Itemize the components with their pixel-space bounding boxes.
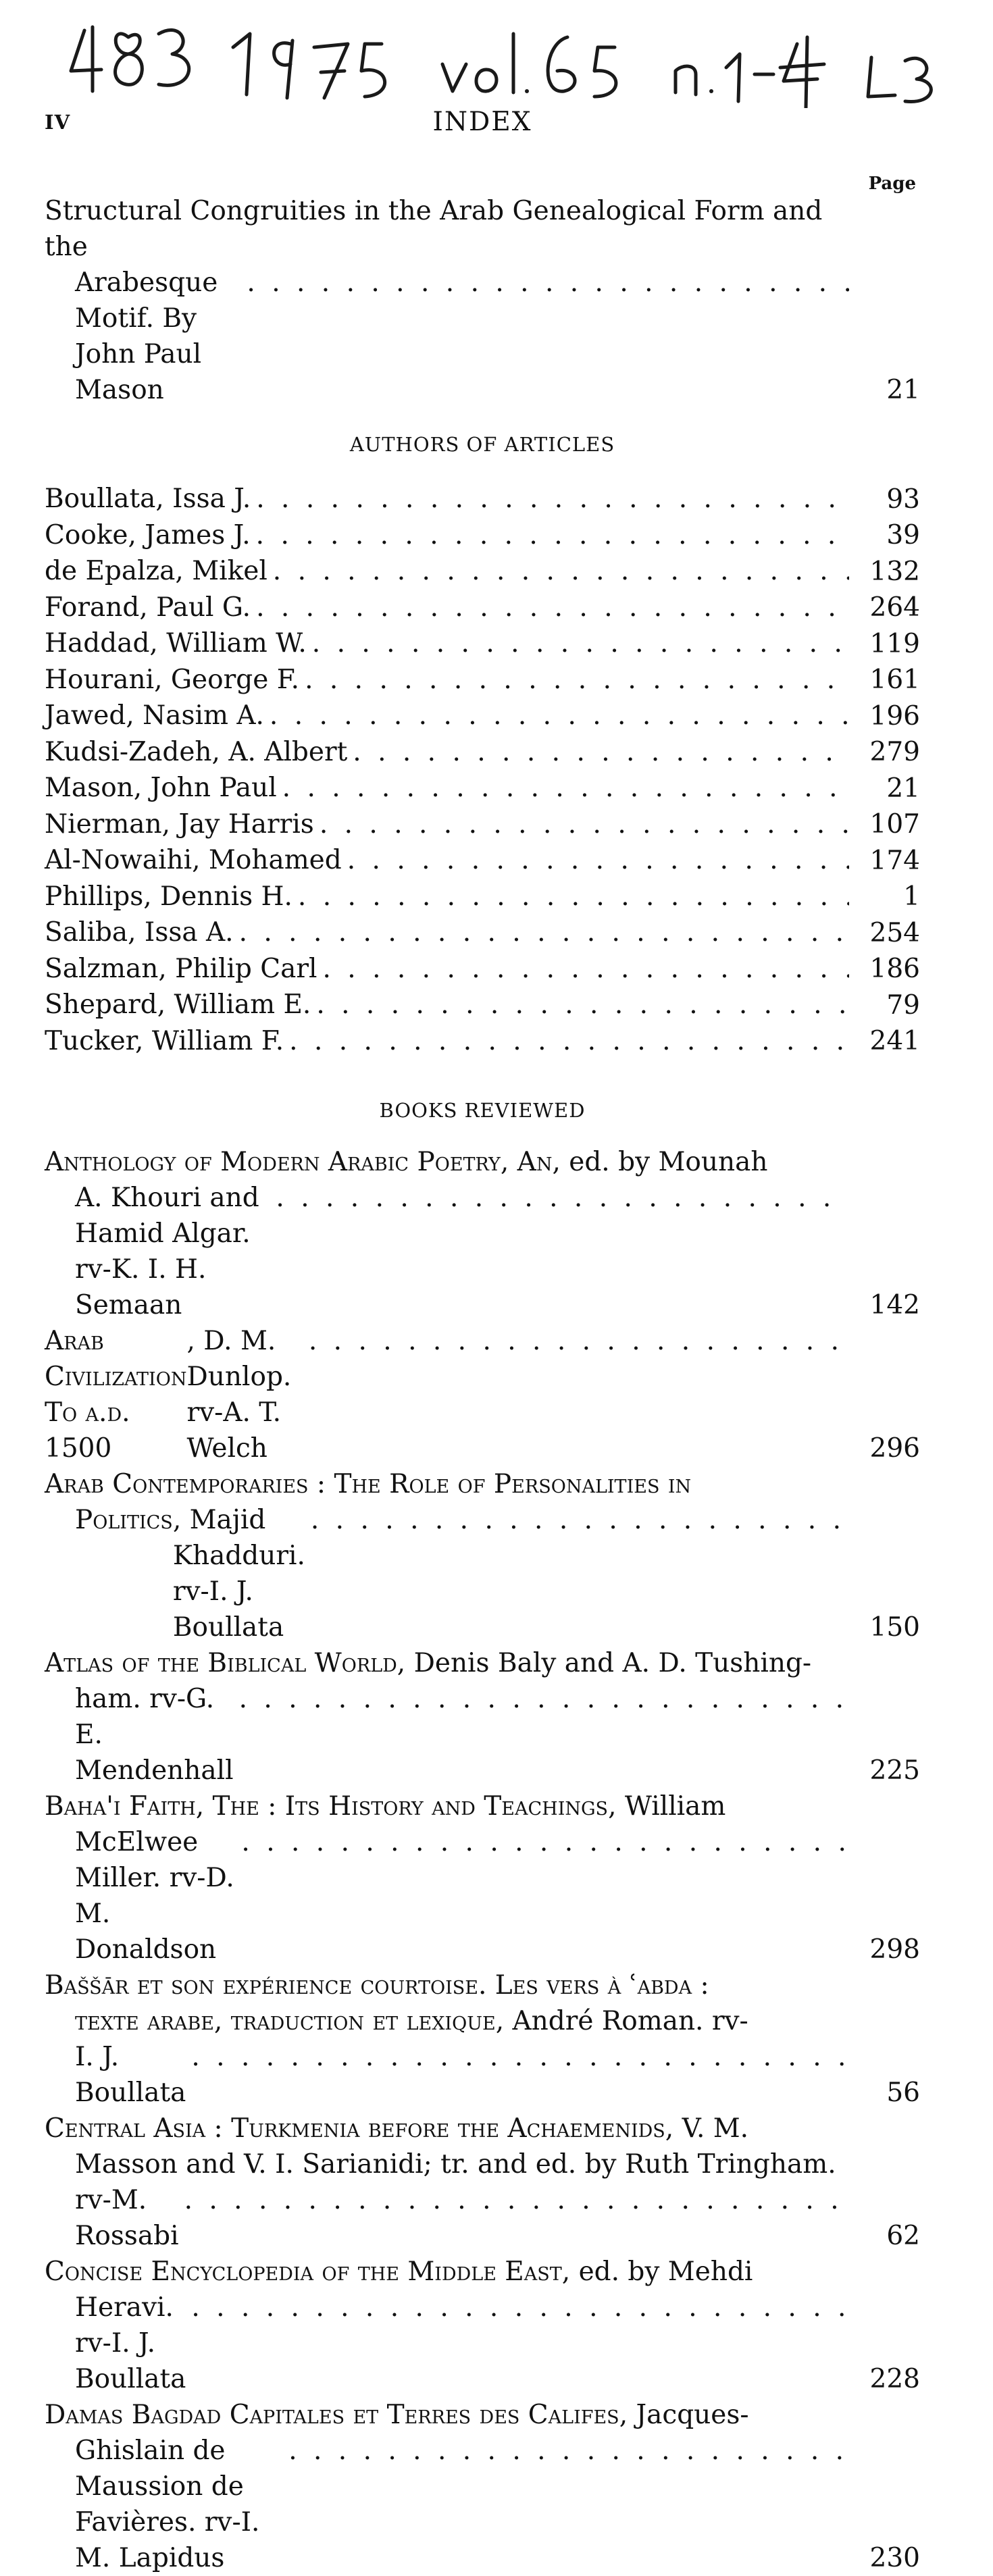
entry-line: [45, 2433, 856, 2576]
author-entry-body: [45, 951, 856, 987]
entry-text: , William: [608, 1791, 726, 1822]
dot-leader: [184, 2182, 849, 2218]
book-page-number: 142: [869, 1290, 920, 1320]
book-title: Politics: [75, 1505, 173, 1535]
entry-text: ham. rv-G. E. Mendenhall: [75, 1684, 234, 1786]
entry-text: , ed. by Mounah: [552, 1147, 768, 1177]
dot-leader: [309, 1323, 849, 1359]
book-page-number: 56: [886, 2078, 920, 2108]
book-title: Arab Contemporaries : The Role of Personalities in: [45, 1469, 692, 1499]
author-entry-body: [45, 662, 856, 698]
book-review-entry: [45, 2397, 920, 2576]
book-entry-body: [45, 2397, 856, 2576]
dot-leader: [347, 842, 849, 878]
author-page-number: 132: [869, 556, 920, 587]
dot-leader: [288, 2433, 849, 2469]
author-entry: [45, 879, 920, 915]
author-entry: [45, 951, 920, 987]
author-entry-body: [45, 806, 856, 842]
dot-leader: [282, 770, 849, 806]
author-page-number: 279: [869, 737, 920, 767]
dot-leader: [353, 734, 849, 770]
author-entry-body: [45, 987, 856, 1023]
dot-leader: [273, 553, 849, 589]
book-title: Anthology of Modern Arabic Poetry, An: [45, 1147, 553, 1177]
author-entry-body: [45, 842, 856, 878]
dot-leader: [256, 517, 849, 553]
author-entry-body: [45, 625, 856, 661]
entry-text: , Jacques-: [619, 2400, 749, 2430]
author-entry-body: [45, 698, 856, 733]
folio-number: IV: [45, 111, 71, 134]
dot-leader: [320, 806, 849, 842]
author-entry: [45, 987, 920, 1023]
author-page-number: 21: [886, 773, 920, 804]
author-name: Phillips, Dennis H.: [45, 881, 292, 912]
book-review-entry: [45, 1144, 920, 1323]
entry-text: A. Khouri and Hamid Algar. rv-K. I. H. Semaan: [75, 1183, 259, 1320]
entry-text: I. J. Boullata: [75, 2042, 186, 2108]
book-entry-body: [45, 2111, 856, 2254]
authors-heading: AUTHORS OF ARTICLES: [349, 433, 615, 456]
dot-leader: [191, 2039, 849, 2075]
author-page-number: 107: [869, 809, 920, 840]
book-entry-body: [45, 1466, 856, 1645]
page-title: INDEX: [432, 107, 532, 137]
continued-article-entry: [45, 193, 920, 408]
entry-line: Arabesque Motif. By John Paul Mason: [75, 267, 218, 405]
book-title: Baššār et son expérience courtoise. Les vers à ʿabda :: [45, 1970, 709, 2001]
books-list: [45, 1144, 920, 2576]
book-review-entry: [45, 2111, 920, 2254]
author-name: Cooke, James J.: [45, 519, 251, 550]
book-page-number: 298: [869, 1934, 920, 1965]
entry-line: [45, 2182, 856, 2254]
author-name: Mason, John Paul: [45, 773, 277, 803]
dot-leader: [276, 1180, 849, 1216]
author-page-number: 119: [869, 628, 920, 659]
author-name: Jawed, Nasim A.: [45, 700, 264, 731]
author-page-number: 39: [886, 520, 920, 550]
author-name: Nierman, Jay Harris: [45, 808, 314, 840]
entry-line: [45, 1967, 856, 2003]
author-entry-body: [45, 1023, 856, 1059]
author-name: de Epalza, Mikel: [45, 556, 268, 586]
dot-leader: [239, 1681, 849, 1717]
index-content: [45, 170, 920, 2576]
author-name: Al-Nowaihi, Mohamed: [45, 845, 342, 875]
author-page-number: 186: [869, 954, 920, 984]
dot-leader: [241, 1824, 849, 1860]
entry-text: , ed. by Mehdi: [561, 2257, 753, 2287]
entry-line: [45, 2397, 856, 2433]
book-review-entry: [45, 1466, 920, 1645]
book-page-number: 62: [886, 2221, 920, 2251]
entry-line: [45, 1502, 856, 1645]
book-entry-body: [45, 1144, 856, 1323]
entry-text: , Denis Baly and A. D. Tushing-: [397, 1648, 812, 1678]
dot-leader: [316, 987, 849, 1023]
entry-text: rv-M. Rossabi: [75, 2185, 179, 2251]
author-name: Tucker, William F.: [45, 1025, 284, 1056]
author-entry: [45, 915, 920, 951]
book-page-number: 150: [869, 1612, 920, 1643]
author-entry: [45, 517, 920, 554]
author-page-number: 264: [869, 592, 920, 623]
entry-line: [45, 1788, 856, 1824]
entry-text: , Majid Khadduri. rv-I. J. Boullata: [172, 1505, 305, 1643]
entry-line: Masson and V. I. Sarianidi; tr. and ed. by Ruth Tringham.: [75, 2149, 836, 2180]
dot-leader: [270, 698, 849, 733]
book-page-number: 225: [869, 1755, 920, 1786]
author-entry: [45, 590, 920, 626]
book-review-entry: [45, 1645, 920, 1788]
dot-leader: [289, 1023, 849, 1059]
book-review-entry: [45, 1788, 920, 1967]
author-page-number: 241: [869, 1026, 920, 1056]
author-entry-body: [45, 770, 856, 806]
author-entry: [45, 770, 920, 806]
entry-line: [45, 1645, 856, 1681]
book-page-number: 230: [869, 2543, 920, 2573]
dot-leader: [256, 481, 849, 517]
author-entry-body: [45, 734, 856, 770]
author-page-number: 161: [869, 665, 920, 695]
entry-line: [45, 1824, 856, 1967]
author-entry: [45, 842, 920, 879]
book-title: Concise Encyclopedia of the Middle East: [45, 2257, 562, 2287]
entry-page-number: 21: [886, 375, 920, 405]
author-name: Shepard, William E.: [45, 989, 311, 1020]
entry-line: [45, 2039, 856, 2111]
dot-leader: [322, 951, 849, 987]
entry-line: [45, 1144, 856, 1180]
author-name: Haddad, William W.: [45, 628, 307, 659]
author-entry: [45, 734, 920, 771]
author-name: Saliba, Issa A.: [45, 917, 234, 948]
book-entry-body: [45, 1967, 856, 2111]
author-entry: [45, 553, 920, 590]
entry-line: [45, 1466, 856, 1502]
author-page-number: 174: [869, 845, 920, 876]
books-heading: BOOKS REVIEWED: [379, 1099, 586, 1122]
author-page-number: 254: [869, 917, 920, 948]
dot-leader: [239, 915, 849, 950]
book-page-number: 296: [869, 1433, 920, 1464]
entry-line: [45, 1681, 856, 1788]
author-page-number: 79: [886, 989, 920, 1021]
author-name: Boullata, Issa J.: [45, 484, 251, 514]
entry-text: Heravi. rv-I. J. Boullata: [75, 2292, 186, 2394]
author-entry: [45, 625, 920, 662]
author-entry-body: [45, 517, 856, 553]
author-entry-body: [45, 481, 856, 517]
book-review-entry: [45, 1967, 920, 2111]
author-entry: [45, 1023, 920, 1060]
book-review-entry: [45, 1323, 920, 1466]
book-entry-body: [45, 1323, 856, 1466]
dot-leader: [298, 879, 849, 915]
author-entry: [45, 698, 920, 734]
entry-text: McElwee Miller. rv-D. M. Donaldson: [75, 1827, 234, 1965]
page-column-label: Page: [868, 174, 916, 194]
author-name: Hourani, George F.: [45, 664, 300, 695]
dot-leader: [311, 1502, 849, 1538]
author-entry-body: [45, 553, 856, 589]
entry-text: Ghislain de Maussion de Favières. rv-I. M. Lapidus: [75, 2436, 260, 2573]
author-entry: [45, 481, 920, 517]
entry-line: [45, 2111, 856, 2146]
entry-text: , D. M. Dunlop. rv-A. T. Welch: [186, 1326, 292, 1464]
author-name: Salzman, Philip Carl: [45, 953, 317, 984]
entry-line: [45, 2254, 856, 2290]
entry-line: [45, 2290, 856, 2397]
dot-leader: [247, 265, 849, 301]
author-page-number: 93: [886, 484, 920, 515]
book-entry-body: [45, 1788, 856, 1967]
entry-line: [45, 2003, 856, 2039]
book-entry-body: [45, 2254, 856, 2397]
book-title: Atlas of the Biblical World: [45, 1648, 397, 1678]
author-page-number: 1: [903, 881, 920, 912]
authors-list: [45, 481, 920, 1059]
author-name: Forand, Paul G.: [45, 592, 251, 623]
dot-leader: [256, 590, 849, 625]
author-name: Kudsi-Zadeh, A. Albert: [45, 736, 348, 767]
dot-leader: [312, 625, 849, 661]
book-title: Arab Civilization To a.d. 1500: [45, 1326, 187, 1464]
book-review-entry: [45, 2254, 920, 2397]
author-entry-body: [45, 915, 856, 950]
book-entry-body: [45, 1645, 856, 1788]
book-title: Central Asia : Turkmenia before the Achaemenids: [45, 2113, 665, 2144]
handwritten-note: [64, 17, 942, 108]
book-title: texte arabe, traduction et lexique: [75, 2006, 496, 2036]
author-entry-body: [45, 590, 856, 625]
entry-line: Structural Congruities in the Arab Genealogical Form and the: [45, 196, 823, 262]
book-title: Baha'i Faith, The : Its History and Teachings: [45, 1791, 609, 1822]
dot-leader: [191, 2290, 849, 2325]
entry-text: , V. M.: [665, 2113, 749, 2144]
book-title: Damas Bagdad Capitales et Terres des Califes: [45, 2400, 619, 2430]
author-entry: [45, 662, 920, 698]
dot-leader: [305, 662, 849, 698]
entry-line: [45, 1180, 856, 1323]
running-header: [45, 107, 920, 140]
author-entry: [45, 806, 920, 843]
entry-text: , André Roman. rv-: [495, 2006, 748, 2036]
book-page-number: 228: [869, 2364, 920, 2394]
author-page-number: 196: [869, 700, 920, 731]
entry-line: [45, 1323, 856, 1466]
author-entry-body: [45, 879, 856, 915]
